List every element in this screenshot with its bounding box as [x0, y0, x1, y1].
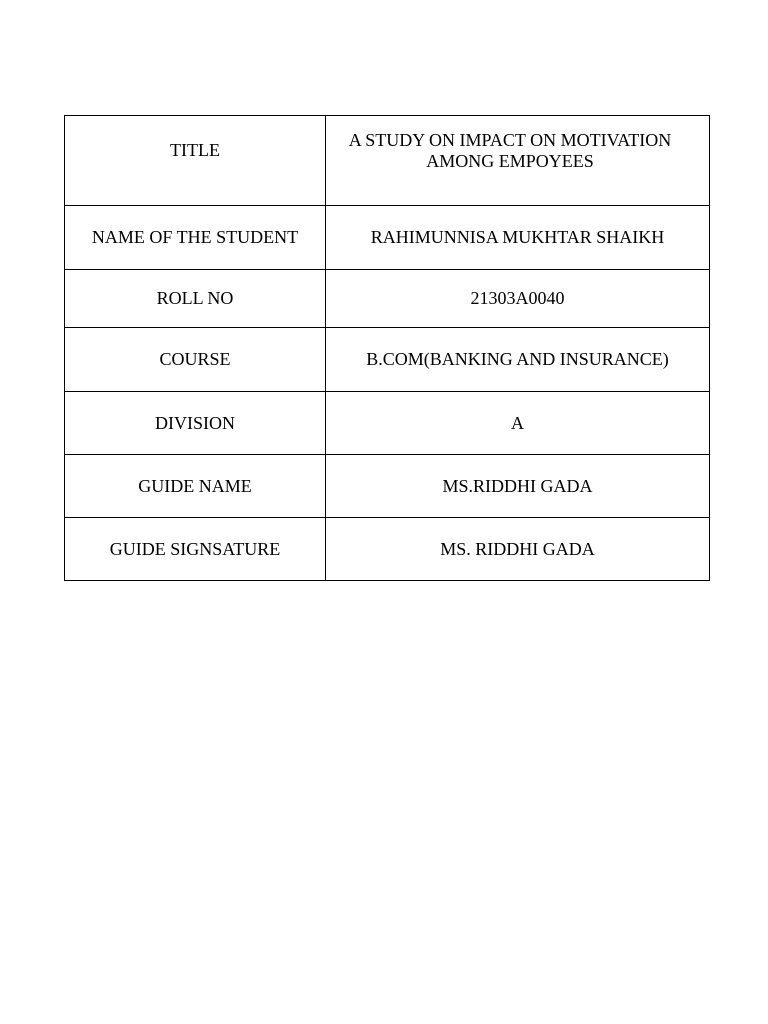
table-row-guide-signature: [65, 518, 710, 581]
course-value: B.COM(BANKING AND INSURANCE): [326, 328, 710, 392]
guide-name-label: GUIDE NAME: [65, 455, 326, 518]
project-details-table: [64, 115, 710, 581]
table-row-guide-name: [65, 455, 710, 518]
title-label: [65, 116, 326, 206]
division-value: A: [326, 392, 710, 455]
table-row-roll-no: [65, 270, 710, 328]
guide-signature-value: MS. RIDDHI GADA: [326, 518, 710, 581]
table-row-division: [65, 392, 710, 455]
title-value: [326, 116, 710, 206]
title-label-text: TITLE: [170, 140, 220, 160]
guide-signature-label: GUIDE SIGNSATURE: [65, 518, 326, 581]
student-name-value: RAHIMUNNISA MUKHTAR SHAIKH: [326, 206, 710, 270]
division-label: DIVISION: [65, 392, 326, 455]
table-row-title: [65, 116, 710, 206]
table-row-course: [65, 328, 710, 392]
student-name-label: NAME OF THE STUDENT: [65, 206, 326, 270]
title-value-text: A STUDY ON IMPACT ON MOTIVATION AMONG EMPOYEES: [348, 129, 672, 171]
roll-no-value: 21303A0040: [326, 270, 710, 328]
course-label: COURSE: [65, 328, 326, 392]
guide-name-value: MS.RIDDHI GADA: [326, 455, 710, 518]
roll-no-label: ROLL NO: [65, 270, 326, 328]
table-row-student-name: [65, 206, 710, 270]
